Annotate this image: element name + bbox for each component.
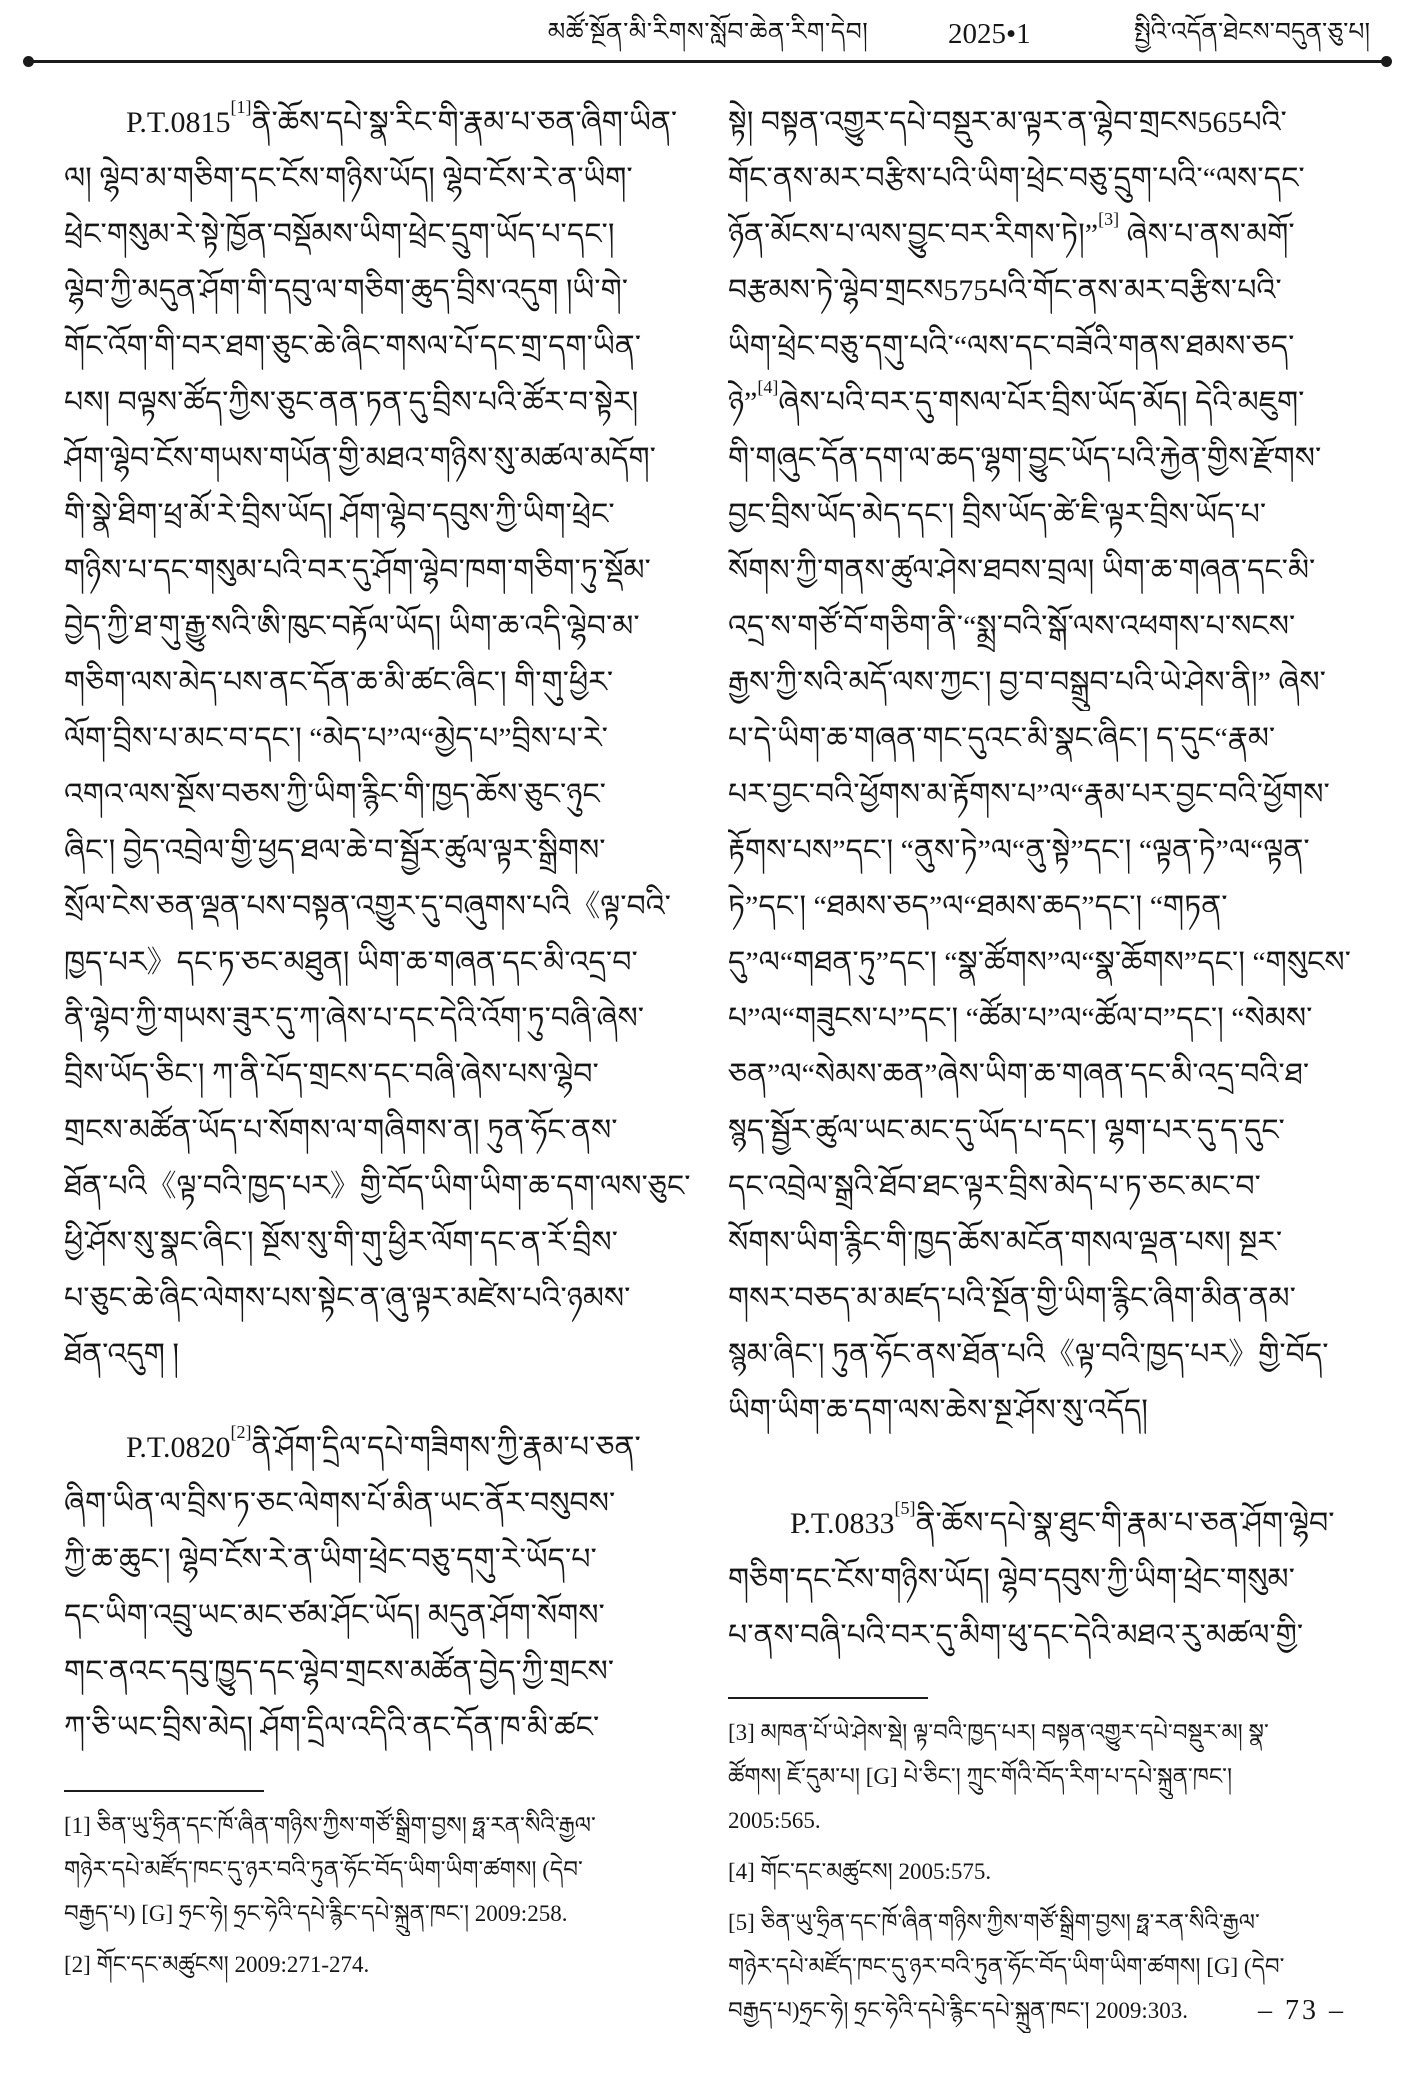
text-line: གི་གཞུང་དོན་དག་ལ་ཆད་ལྷག་བྱུང་ཡོད་པའི་རྐྱེན་གྱིས་རྫོགས་ xyxy=(728,442,1322,475)
text-line: ཚོགས། ཇོ་དུམ་པ། [G] པེ་ཅིང་། ཀྲུང་གོའི་བོད་རིག་པ་དཔེ་སྐྲུན་ཁང་། xyxy=(728,1764,1233,1789)
footnote-reference: [2] xyxy=(230,1421,252,1442)
text-line: ཅན”ལ“སེམས་ཆན”ཞེས་ཡིག་ཆ་གཞན་དང་མི་འདྲ་བའི་ཐ་ xyxy=(728,1058,1310,1091)
text-line: གཉིས་པ་དང་གསུམ་པའི་བར་དུ་ཤོག་ལྷེབ་ཁག་གཅིག་ཏུ་སྡོམ་ xyxy=(64,554,651,587)
footnote-separator-right xyxy=(728,1697,928,1699)
footnote-reference: [4] xyxy=(757,376,779,397)
footnote-2 xyxy=(64,1943,696,1987)
text-line: སྲོལ་ངེས་ཅན་ལྡན་པས་བསྟན་འགྱུར་དུ་བཞུགས་པའི《ལྟ་བའི་ xyxy=(64,890,671,923)
text-line: རྟོགས་པས”དང་། “ནུས་ཏེ”ལ“ནུ་སྟེ”དང་། “ལྟན་ཏེ”ལ“ལྟན་ xyxy=(728,834,1310,867)
left-column-footnotes xyxy=(64,1804,696,1994)
text-line: 2005:565. xyxy=(728,1808,821,1833)
header-rule xyxy=(25,60,1390,63)
footnote-1 xyxy=(64,1804,696,1936)
text-line: ཀྱི་ཆ་ཆུང་། ལྷེབ་ངོས་རེ་ན་ཡིག་ཕྲེང་བཅུ་དགུ་རེ་ཡོད་པ་ xyxy=(64,1543,597,1576)
text-line: སོགས་ཀྱི་གནས་ཚུལ་ཤེས་ཐབས་བྲལ། ཡིག་ཆ་གཞན་དང་མི་ xyxy=(728,554,1316,587)
text-line: པ་ནས་བཞི་པའི་བར་དུ་མིག་ཕུ་དང་དེའི་མཐའ་རུ་མཚལ་གྱི་ xyxy=(728,1619,1304,1652)
footnote-reference: [3] xyxy=(1098,208,1120,229)
footnote-reference: [1] xyxy=(230,96,252,117)
text-line: ཉེ”[4]ཞེས་པའི་བར་དུ་གསལ་པོར་བྲིས་ཡོད་མོད། དེའི་མཇུག་ xyxy=(728,376,1305,419)
right-column-footnotes xyxy=(728,1711,1360,2040)
footnote-separator-left xyxy=(64,1790,264,1792)
text-line: གི་སྣེ་ཐིག་ཕྲ་མོ་རེ་བྲིས་ཡོད། ཤོག་ལྷེབ་དབུས་ཀྱི་ཡིག་ཕྲེང་ xyxy=(64,498,615,531)
text-line: ལྷེབ་ཀྱི་མདུན་ཤོག་གི་དབུ་ལ་གཅིག་ཆུད་བྲིས་འདུག །ཡི་གེ་ xyxy=(64,274,628,307)
text-line: གོང་ནས་མར་བརྩིས་པའི་ཡིག་ཕྲེང་བཅུ་དྲུག་པའི་“ལས་དང་ xyxy=(728,162,1305,195)
text-line: པ”ལ“གཟུངས་པ”དང་། “ཚོམ་པ”ལ“ཚོལ་བ”དང་། “སེམས་ xyxy=(728,1002,1313,1035)
text-line: དང་འབྲེལ་སྒྲའི་ཐོབ་ཐང་ལྟར་བྲིས་མེད་པ་ཏ་ཅང་མང་བ་ xyxy=(728,1170,1261,1203)
text-line: སོགས་ཡིག་རྙིང་གི་ཁྱད་ཆོས་མངོན་གསལ་ལྡན་པས། སྔར་ xyxy=(728,1226,1283,1259)
page-number: – 73 – xyxy=(1258,1995,1346,2026)
left-column-paragraph-pt0820 xyxy=(64,1420,696,1756)
text-line: [2] གོང་དང་མཚུངས། 2009:271-274. xyxy=(64,1952,370,1977)
text-line: གོང་འོག་གི་བར་ཐག་ཅུང་ཆེ་ཞིང་གསལ་པོ་དང་གྲ་དག་ཡིན་ xyxy=(64,330,642,363)
text-line: [3] མཁན་པོ་ཡེ་ཤེས་སྡེ། ལྟ་བའི་ཁྱད་པར། བསྟན་འགྱུར་དཔེ་བསྡུར་མ། སྣ་ xyxy=(728,1720,1269,1745)
text-line: དུ”ལ“གཐན་ཏུ”དང་། “སྣ་ཚོགས”ལ“སྣ་ཆོགས”དང་། “གསུངས་ xyxy=(728,946,1351,979)
text-line: གང་ནའང་དབུ་ཁྱུད་དང་ལྷེབ་གྲངས་མཚོན་བྱེད་ཀྱི་གྲངས་ xyxy=(64,1655,615,1688)
text-line: ཀ་ཅི་ཡང་བྲིས་མེད། ཤོག་དྲིལ་འདིའི་ནང་དོན་ཁ་མི་ཚང་ xyxy=(64,1711,600,1744)
text-line: P.T.0820[2]ནི་ཤོག་དྲིལ་དཔེ་གཟིགས་ཀྱི་རྣམ་པ་ཅན་ xyxy=(126,1421,641,1464)
text-line: ནི་ལྷེབ་ཀྱི་གཡས་ཟུར་དུ་ཀ་ཞེས་པ་དང་དེའི་འོག་ཏུ་བཞི་ཞེས་ xyxy=(64,1002,645,1035)
issue-number: 2025•1 xyxy=(948,18,1031,50)
text-line: ཡིག་ཡིག་ཆ་དག་ལས་ཆེས་སྔ་ཤོས་སུ་འདོད། xyxy=(728,1394,1148,1427)
footnote-4 xyxy=(728,1850,1360,1894)
rule-endpoint-dot-left xyxy=(23,56,34,67)
text-line: ལོག་བྲིས་པ་མང་བ་དང་། “མེད་པ”ལ“མྱེད་པ”བྲིས་པ་རེ་ xyxy=(64,722,608,755)
text-line: པར་བྱང་བའི་ཕྱོགས་མ་རྟོགས་པ”ལ“རྣམ་པར་བྱང་བའི་ཕྱོགས་ xyxy=(728,778,1330,811)
text-line: གཉེར་དཔེ་མཛོད་ཁང་དུ་ཉར་བའི་ཏུན་ཧོང་བོད་ཡིག་ཡིག་ཚགས། [G] (དེབ་ xyxy=(728,1954,1285,1979)
footnote-3 xyxy=(728,1711,1360,1843)
text-line: པ་དེ་ཡིག་ཆ་གཞན་གང་དུའང་མི་སྣང་ཞིང་། ད་དུང“རྣམ་ xyxy=(728,722,1276,755)
text-line: བརྩམས་ཏེ་ལྷེབ་གྲངས575པའི་གོང་ནས་མར་བརྩིས་པའི་ xyxy=(728,274,1282,307)
issue-note: སྤྱིའི་འདོན་ཐེངས་བདུན་ཅུ་པ། xyxy=(1133,19,1370,46)
text-line: གྲངས་མཚོན་ཡོད་པ་སོགས་ལ་གཞིགས་ན། ཏུན་ཧོང་ནས་ xyxy=(64,1114,618,1147)
text-line: ཤོག་ལྷེབ་ངོས་གཡས་གཡོན་གྱི་མཐའ་གཉིས་སུ་མཚལ་མདོག་ xyxy=(64,442,656,475)
text-line: ཡིག་ཕྲེང་བཅུ་དགུ་པའི་“ལས་དང་བཟོའི་གནས་ཐམས་ཅད་ xyxy=(728,330,1295,363)
right-column-paragraph-continuation xyxy=(728,95,1360,1439)
text-line: གཅིག་ལས་མེད་པས་ནང་དོན་ཆ་མི་ཚང་ཞིང་། གི་གུ་ཕྱིར་ xyxy=(64,666,614,699)
text-line: [1] ཅིན་ཡུ་ཧྲིན་དང་ཁོ་ཞིན་གཉིས་ཀྱིས་གཙོ་སྒྲིག་བྱས། ཧྥ་རན་སིའི་རྒྱལ་ xyxy=(64,1813,596,1838)
text-line: དང་ཡིག་འབྲུ་ཡང་མང་ཙམ་ཤོང་ཡོད། མདུན་ཤོག་སོགས་ xyxy=(64,1599,605,1632)
text-line: སྙམ་ཞིང་། ཏུན་ཧོང་ནས་ཐོན་པའི《ལྟ་བའི་ཁྱད་པར》གྱི་བོད་ xyxy=(728,1338,1329,1371)
text-line: པ་ཅུང་ཆེ་ཞིང་ལེགས་པས་སྟེང་ན་ཞུ་ལྟར་མཛེས་པའི་ཉམས་ xyxy=(64,1282,631,1315)
text-line: སྙད་སྦྱོར་ཚུལ་ཡང་མང་དུ་ཡོད་པ་དང་། ལྷག་པར་དུ་ད་དུང་ xyxy=(728,1114,1285,1147)
text-line: རྒྱས་ཀྱི་སའི་མདོ་ལས་ཀྱང་། བྱ་བ་བསྒྲུབ་པའི་ཡེ་ཤེས་ནི།” ཞེས་ xyxy=(728,666,1326,699)
text-line: [5] ཅིན་ཡུ་ཧྲིན་དང་ཁོ་ཞིན་གཉིས་ཀྱིས་གཙོ་སྒྲིག་བྱས། ཧྥ་རན་སིའི་རྒྱལ་ xyxy=(728,1910,1260,1935)
text-line: ཏེ”དང་། “ཐམས་ཅད”ལ“ཐམས་ཆད”དང་། “གཏན་ xyxy=(728,890,1228,923)
right-column-paragraph-pt0833 xyxy=(728,1496,1360,1664)
text-line: བརྒྱད་པ) [G] ཧྲང་ཧེ། ཧྲང་ཧེའི་དཔེ་རྙིང་དཔེ་སྐྲུན་ཁང་། 2009:258. xyxy=(64,1901,568,1926)
text-line: ལ། ལྷེབ་མ་གཅིག་དང་ངོས་གཉིས་ཡོད། ལྷེབ་ངོས་རེ་ན་ཡིག་ xyxy=(64,162,633,195)
text-line: གཅིག་དང་ངོས་གཉིས་ཡོད། ལྷེབ་དབུས་ཀྱི་ཡིག་ཕྲེང་གསུམ་ xyxy=(728,1563,1295,1596)
text-line: ཞིག་ཡིན་ལ་བྲིས་ཏ་ཅང་ལེགས་པོ་མིན་ཡང་ནོར་བསུབས་ xyxy=(64,1487,616,1520)
footnote-reference: [5] xyxy=(894,1497,916,1518)
journal-title: མཚོ་སྔོན་མི་རིགས་སློབ་ཆེན་རིག་དེབ། xyxy=(547,19,869,46)
text-line: བརྒྱད་པ)ཧྲང་ཧེ། ཧྲང་ཧེའི་དཔེ་རྙིང་དཔེ་སྐྲུན་ཁང་། 2009:303. xyxy=(728,1998,1189,2023)
rule-endpoint-dot-right xyxy=(1381,56,1392,67)
text-line: གསར་བཅད་མ་མཛད་པའི་སྔོན་གྱི་ཡིག་རྙིང་ཞིག་མིན་ནམ་ xyxy=(728,1282,1296,1315)
text-line: འགའ་ལས་སྔོས་བཅས་ཀྱི་ཡིག་རྙིང་གི་ཁྱད་ཆོས་ཅུང་ཉུང་ xyxy=(64,778,606,811)
text-line: བྲིས་ཡོད་ཅིང་། ཀ་ནི་པོད་གྲངས་དང་བཞི་ཞེས་པས་ལྷེབ་ xyxy=(64,1058,599,1091)
left-column-paragraph-pt0815 xyxy=(64,95,696,1383)
text-line: པས། བལྟས་ཚོད་ཀྱིས་ཅུང་ནན་ཏན་དུ་བྲིས་པའི་ཚོར་བ་སྟེར། xyxy=(64,386,639,419)
text-line: ཉོན་མོངས་པ་ལས་བྱུང་བར་རིགས་ཏེ།”[3] ཞེས་པ་ནས་མགོ་ xyxy=(728,208,1295,251)
text-line: སྟེ། བསྟན་འགྱུར་དཔེ་བསྡུར་མ་ལྟར་ན་ལྷེབ་གྲངས565པའི་ xyxy=(728,106,1287,139)
text-line: [4] གོང་དང་མཚུངས། 2005:575. xyxy=(728,1859,992,1884)
text-line: ཕྱི་ཤོས་སུ་སྣང་ཞིང་། སྔོས་སུ་གི་གུ་ཕྱིར་ལོག་དང་ན་རོ་བྲིས་ xyxy=(64,1226,618,1259)
text-line: གཉེར་དཔེ་མཛོད་ཁང་དུ་ཉར་བའི་ཏུན་ཧོང་བོད་ཡིག་ཡིག་ཚགས། (དེབ་ xyxy=(64,1857,583,1882)
text-line: P.T.0815[1]ནི་ཆོས་དཔེ་སྣ་རིང་གི་རྣམ་པ་ཅན་ཞིག་ཡིན་ xyxy=(126,96,678,139)
text-line: P.T.0833[5]ནི་ཆོས་དཔེ་སྣ་ཐུང་གི་རྣམ་པ་ཅན་ཤོག་ལྷེབ་ xyxy=(790,1497,1335,1540)
text-line: བྱང་བྲིས་ཡོད་མེད་དང་། བྲིས་ཡོད་ཚེ་ཇི་ལྟར་བྲིས་ཡོད་པ་ xyxy=(728,498,1267,531)
text-line: ཕྲེང་གསུམ་རེ་སྟེ་ཁྱོན་བསྡོམས་ཡིག་ཕྲེང་དྲུག་ཡོད་པ་དང་། xyxy=(64,218,615,251)
text-line: ཞིང་། བྱེད་འབྲེལ་གྱི་ཕྱད་ཐལ་ཆེ་བ་སྦྱོར་ཚུལ་ལྟར་སྒྲིགས་ xyxy=(64,834,606,867)
text-line: བྱེད་ཀྱི་ཐ་གུ་རྒྱུ་སའི་ཨི་ཁུང་བརྟོལ་ཡོད། ཡིག་ཆ་འདི་ལྷེབ་མ་ xyxy=(64,610,640,643)
text-line: ཐོན་པའི《ལྟ་བའི་ཁྱད་པར》གྱི་བོད་ཡིག་ཡིག་ཆ་དག་ལས་ཅུང་ xyxy=(64,1170,691,1203)
text-line: འདྲ་ས་གཙོ་བོ་གཅིག་ནི་“སྨྲ་བའི་སྒོ་ལས་འཕགས་པ་སངས་ xyxy=(728,610,1296,643)
text-line: ཐོན་འདུག ། xyxy=(64,1338,180,1371)
text-line: ཁྱད་པར》དང་ཏ་ཅང་མཐུན། ཡིག་ཆ་གཞན་དང་མི་འདྲ་བ་ xyxy=(64,946,638,979)
